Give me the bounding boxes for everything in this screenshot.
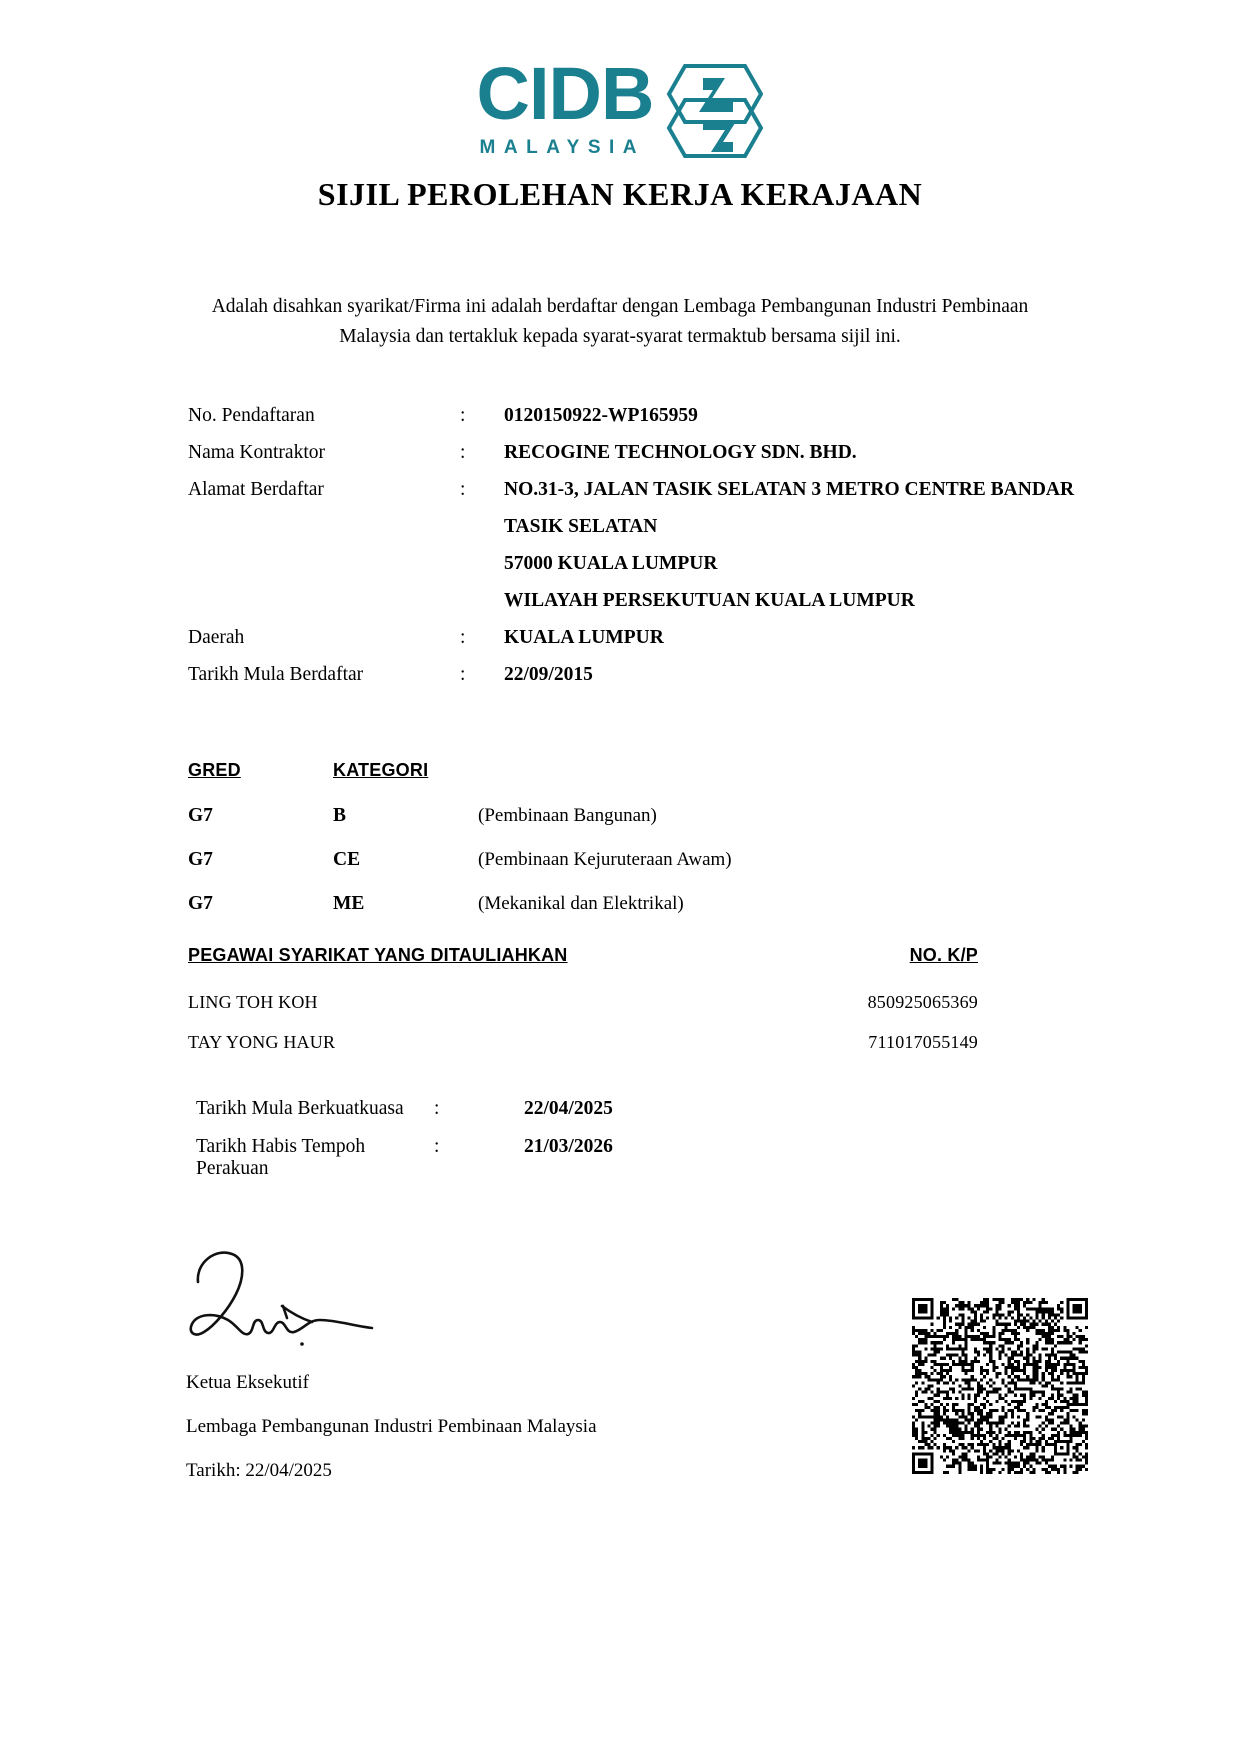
header-ic-number: NO. K/P <box>909 945 978 965</box>
effective-date-value: 22/04/2025 <box>524 1098 613 1119</box>
category-description: (Pembinaan Bangunan) <box>478 805 657 826</box>
header-description <box>478 760 1108 781</box>
address-line: 57000 KUALA LUMPUR <box>504 553 718 574</box>
effective-date-label: Tarikh Mula Berkuatkuasa <box>196 1098 404 1119</box>
colon: : <box>460 479 466 500</box>
cidb-logo <box>0 52 1240 169</box>
category-value: CE <box>333 849 361 870</box>
table-row <box>188 893 1108 915</box>
officer-ic: 711017055149 <box>868 1032 978 1052</box>
table-row <box>188 1032 978 1053</box>
detail-row-start-date <box>188 664 1108 686</box>
header-gred: GRED <box>188 760 241 780</box>
colon: : <box>434 1098 440 1119</box>
header-officer-name: PEGAWAI SYARIKAT YANG DITAULIAHKAN <box>188 945 568 965</box>
colon: : <box>460 664 466 685</box>
address-line: NO.31-3, JALAN TASIK SELATAN 3 METRO CENTRE BANDAR <box>504 479 1075 500</box>
colon: : <box>460 405 466 426</box>
validity-row-expiry <box>196 1136 816 1180</box>
officers-table-header <box>188 945 978 966</box>
contractor-value: RECOGINE TECHNOLOGY SDN. BHD. <box>504 442 857 463</box>
table-row <box>188 992 978 1013</box>
registration-value: 0120150922-WP165959 <box>504 405 698 426</box>
detail-row-registration <box>188 405 1108 427</box>
signatory-organisation: Lembaga Pembangunan Industri Pembinaan Malaysia <box>186 1416 597 1437</box>
page-title: SIJIL PEROLEHAN KERJA KERAJAAN <box>317 176 923 212</box>
address-line: WILAYAH PERSEKUTUAN KUALA LUMPUR <box>504 590 915 611</box>
grade-value: G7 <box>188 893 213 914</box>
handwritten-signature-icon <box>186 1240 406 1350</box>
detail-row-district <box>188 627 1108 649</box>
contractor-label: Nama Kontraktor <box>188 442 325 463</box>
qr-code-icon[interactable] <box>912 1298 1088 1474</box>
address-line: TASIK SELATAN <box>504 516 658 537</box>
district-label: Daerah <box>188 627 245 648</box>
start-date-value: 22/09/2015 <box>504 664 593 685</box>
address-label: Alamat Berdaftar <box>188 479 324 500</box>
category-value: B <box>333 805 347 826</box>
signature-block <box>186 1372 597 1504</box>
detail-row-address <box>188 479 1108 612</box>
intro-line-1: Adalah disahkan syarikat/Firma ini adalah berdaftar dengan Lembaga Pembangunan Industri Pembinaan <box>211 296 1029 317</box>
registration-label: No. Pendaftaran <box>188 405 315 426</box>
category-value: ME <box>333 893 365 914</box>
officer-name: TAY YONG HAUR <box>188 1032 336 1052</box>
intro-paragraph <box>170 292 1070 352</box>
intro-line-2: Malaysia dan tertakluk kepada syarat-syarat termaktub bersama sijil ini. <box>339 326 901 348</box>
logo-subtext: MALAYSIA <box>479 136 646 158</box>
logo-wordmark: CIDB <box>476 52 654 135</box>
district-value: KUALA LUMPUR <box>504 627 664 648</box>
grade-category-table <box>188 760 1108 937</box>
detail-row-contractor <box>188 442 1108 464</box>
header-kategori: KATEGORI <box>333 760 429 780</box>
grade-value: G7 <box>188 849 213 870</box>
expiry-date-label: Tarikh Habis Tempoh Perakuan <box>196 1136 366 1179</box>
start-date-label: Tarikh Mula Berdaftar <box>188 664 364 685</box>
registration-details <box>188 405 1108 701</box>
grade-value: G7 <box>188 805 213 826</box>
cidb-hexagon-h-icon <box>659 60 763 169</box>
expiry-date-value: 21/03/2026 <box>524 1136 613 1157</box>
signatory-title: Ketua Eksekutif <box>186 1372 309 1393</box>
grade-table-header <box>188 760 1108 781</box>
validity-dates <box>196 1098 816 1196</box>
colon: : <box>460 442 466 463</box>
colon: : <box>434 1136 440 1157</box>
colon: : <box>460 627 466 648</box>
validity-row-effective <box>196 1098 816 1120</box>
officer-name: LING TOH KOH <box>188 992 318 1012</box>
authorised-officers-table <box>188 945 978 1072</box>
table-row <box>188 805 1108 827</box>
table-row <box>188 849 1108 871</box>
category-description: (Pembinaan Kejuruteraan Awam) <box>478 849 732 870</box>
category-description: (Mekanikal dan Elektrikal) <box>478 893 684 914</box>
address-value <box>504 479 1108 612</box>
officer-ic: 850925065369 <box>867 992 978 1012</box>
signature-date: Tarikh: 22/04/2025 <box>186 1460 332 1481</box>
